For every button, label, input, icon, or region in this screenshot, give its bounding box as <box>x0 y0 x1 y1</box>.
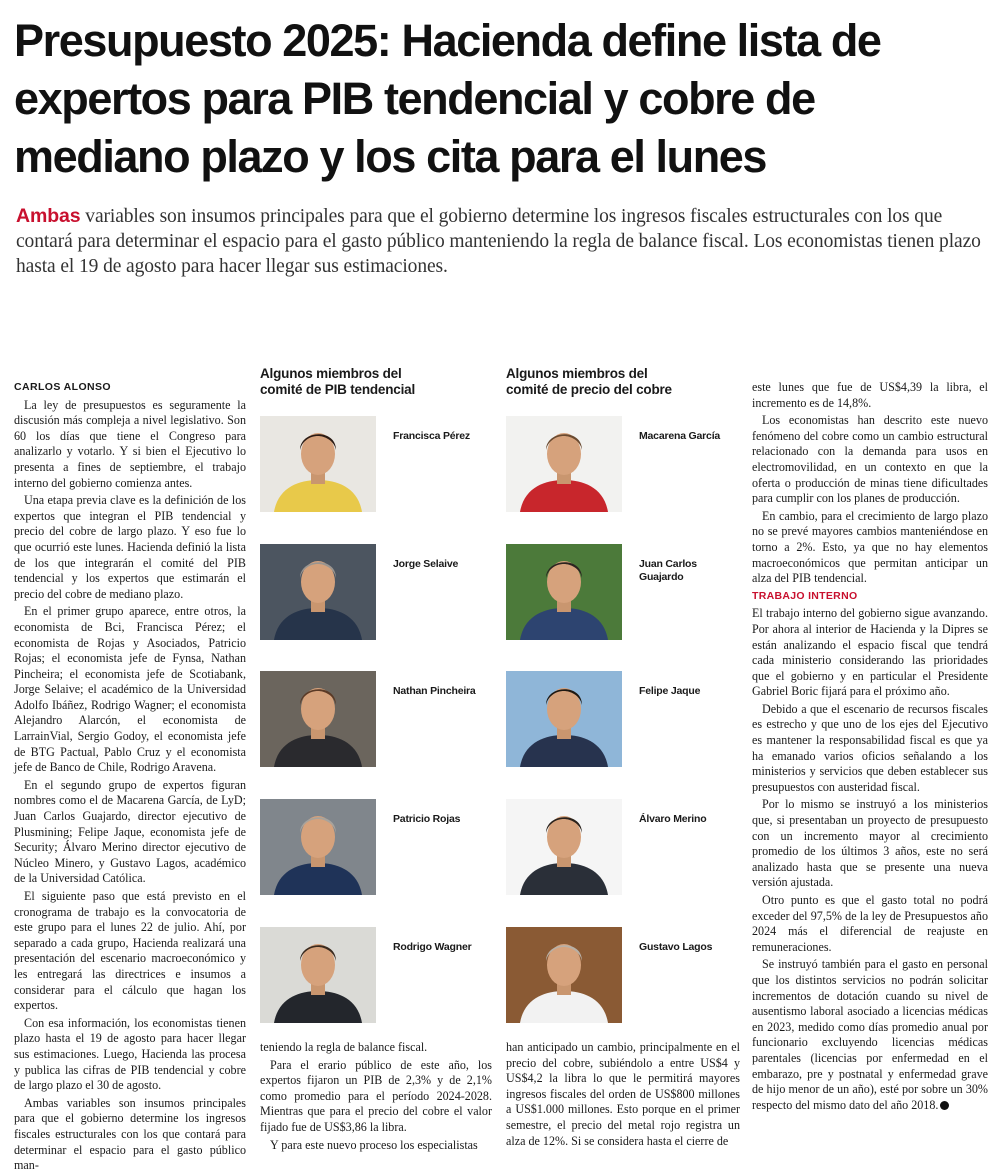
member-name: Juan Carlos Guajardo <box>639 558 697 583</box>
sidebar-title-line1: Algunos miembros del <box>260 366 402 381</box>
member-portrait <box>260 416 376 512</box>
column-3 <box>506 1040 740 1149</box>
paragraph: Otro punto es que el gasto total no podrá exceder del 97,5% de la ley de Presupuestos año 2024 más el diferencial de reajuste en remuneraciones. <box>752 893 988 954</box>
sidebar-copper-committee <box>506 366 738 953</box>
sidebar-title-line2: comité de precio del cobre <box>506 382 672 397</box>
member-name: Álvaro Merino <box>639 813 707 825</box>
member-name: Nathan Pincheira <box>393 685 476 697</box>
member-portrait <box>506 671 622 767</box>
paragraph: En cambio, para el crecimiento de largo plazo no se prevé mayores cambios manteniéndose en torno a 2%. Esto, ya que no hay elementos macroeconómicos que permitan anticipar un alza del PIB tendencial. <box>752 508 988 586</box>
paragraph: El siguiente paso que está previsto en el cronograma de trabajo es la convocatoria de este grupo para el lunes 22 de julio. Ahí, por separado a cada grupo, Hacienda realizará una presentación del escenario macroeconómico y les entregará las directrices e insumos a considerar para el cálculo que hagan los expertos. <box>14 889 246 1013</box>
member-card <box>506 416 738 512</box>
lede <box>16 204 991 279</box>
paragraph: Por lo mismo se instruyó a los ministerios que, si presentaban un proyecto de presupuesto con un incremento mayor al crecimiento promedio de los últimos 3 años, este no será analizado hasta que se presente una nueva versión ajustada. <box>752 797 988 890</box>
member-portrait <box>506 927 622 1023</box>
member-name: Patricio Rojas <box>393 813 461 825</box>
member-card <box>506 927 738 1023</box>
member-portrait <box>260 927 376 1023</box>
paragraph: han anticipado un cambio, principalmente en el precio del cobre, subiéndolo a entre US$4 y US$4,2 la libra lo que le permitirá mayores ingresos fiscales del orden de US$800 millones a US$1.000 millones. Esto porque en el primer semestre, el precio del metal rojo registra un alza de 12%. Si se considera hasta el cierre de <box>506 1040 740 1148</box>
column-2 <box>260 1040 492 1153</box>
column-1 <box>14 380 246 1174</box>
member-card <box>260 416 492 512</box>
member-card <box>260 671 492 767</box>
sidebar-title-line1: Algunos miembros del <box>506 366 648 381</box>
column-4 <box>752 380 988 1113</box>
paragraph: Ambas variables son insumos principales para que el gobierno determine los ingresos fiscales estructurales con los que contará para determinar el espacio para el gasto público man- <box>14 1095 246 1173</box>
lede-text: variables son insumos principales para que el gobierno determine los ingresos fiscales estructurales con los que contará para determinar el espacio para el gasto público manteniendo la regla de balance fiscal. Los economistas tienen plazo hasta el 19 de agosto para hacer llegar sus estimaciones. <box>16 206 981 277</box>
member-card <box>506 671 738 767</box>
member-portrait <box>506 416 622 512</box>
paragraph: teniendo la regla de balance fiscal. <box>260 1040 428 1054</box>
paragraph: Los economistas han descrito este nuevo fenómeno del cobre como un cambio estructural relacionado con la demanda para usos en electromovilidad, en un contexto en que la oferta o producción de minas tiene dificultades para cumplir con los planes de producción. <box>752 413 988 506</box>
member-card <box>260 927 492 1023</box>
paragraph: Y para este nuevo proceso los especialistas <box>270 1137 478 1152</box>
member-card <box>260 544 492 640</box>
member-name: Felipe Jaque <box>639 685 701 697</box>
member-name: Francisca Pérez <box>393 430 470 442</box>
paragraph: Para el erario público de este año, los expertos fijaron un PIB de 2,3% y de 2,1% como promedio para el período 2024-2028. Mientras que para el precio del cobre el valor fijado fue de US$3,86 la libra. <box>260 1057 492 1134</box>
lede-kicker: Ambas <box>16 205 81 227</box>
member-name: Rodrigo Wagner <box>393 941 472 953</box>
sidebar-title-line2: comité de PIB tendencial <box>260 382 415 397</box>
member-portrait <box>260 671 376 767</box>
headline: Presupuesto 2025: Hacienda define lista de expertos para PIB tendencial y cobre de mediano plazo y los cita para el lunes <box>14 15 881 182</box>
member-portrait <box>506 544 622 640</box>
paragraph: este lunes que fue de US$4,39 la libra, el incremento es de 14,8%. <box>752 380 988 410</box>
member-portrait <box>260 544 376 640</box>
paragraph-text: Se instruyó también para el gasto en personal que los distintos servicios no podrán solicitar incrementos de dotación cuando su nivel de ausentismo laboral asociado a licencias médicas en 2023, medido como días promedio anual por funcionario excluyendo licencias médicas parentales (licencias por enfermedad en el embarazo, pre y postnatal y enfermedad grave de hijo menor de un año), esté por sobre un 30% respecto del mismo dato del año 2018. <box>752 957 988 1112</box>
member-name: Macarena García <box>639 430 721 442</box>
paragraph: El trabajo interno del gobierno sigue avanzando. Por ahora al interior de Hacienda y la Dipres se están analizando el espacio fiscal que tendrá cada ministerio considerando las prioridades que el gobierno y en particular el Presidente Gabriel Boric fijará para el próximo año. <box>752 606 988 699</box>
paragraph: En el segundo grupo de expertos figuran nombres como el de Macarena García, de LyD; Juan Carlos Guajardo, director ejecutivo de Plusmining; Felipe Jaque, economista jefe de Security; Álvaro Merino director ejecutivo de Núcleo Minero, y Gustavo Lagos, académico de la Universidad Católica. <box>14 777 246 886</box>
member-card <box>260 799 492 895</box>
member-name: Jorge Selaive <box>393 558 459 570</box>
paragraph: En el primer grupo aparece, entre otros, la economista de Bci, Francisca Pérez; el economista de Rojas y Asociados, Patricio Rojas; el economista jefe de Fynsa, Nathan Pincheira; el economista jefe de Scotiabank, Jorge Selaive; el académico de la Universidad Adolfo Ibáñez, Rodrigo Wagner; el economista Alejandro Alarcón, el economista de LarrainVial, Sergio Godoy, el economista jefe de BTG Pactual, Pablo Cruz y el economista jefe de Banco de Chile, Rodrigo Aravena. <box>14 604 246 775</box>
member-name: Gustavo Lagos <box>639 941 713 953</box>
member-card <box>506 544 738 640</box>
member-portrait <box>260 799 376 895</box>
paragraph <box>752 957 988 1113</box>
paragraph: Con esa información, los economistas tienen plazo hasta el 19 de agosto para hacer llegar sus estimaciones. Luego, Hacienda las procesa y publica las cifras de PIB tendencial y cobre de largo plazo el 30 de agosto. <box>14 1015 246 1093</box>
member-portrait <box>506 799 622 895</box>
paragraph: Una etapa previa clave es la definición de los expertos que integran el PIB tendencial y precio del cobre de largo plazo. Y eso fue lo que ocurrió este lunes. Hacienda definió la lista de los que integrarán el comité del PIB tendencial y los expertos que estimarán el precio del cobre de mediano plazo. <box>14 493 246 601</box>
paragraph: La ley de presupuestos es seguramente la discusión más compleja a nivel legislativo. Son 60 los días que tiene el Congreso para analizarlo y votarlo. Y si bien el Ejecutivo lo presenta a fines de septiembre, el trabajo interno del gobierno comienza antes. <box>14 397 246 490</box>
paragraph: Debido a que el escenario de recursos fiscales es estrecho y que uno de los ejes del Ejecutivo es mantener la responsabilidad fiscal es que ya ha emanado varios oficios señalando a los ministerios y servicios que deben establecer sus presupuestos con austeridad fiscal. <box>752 701 988 794</box>
sidebar-pib-committee <box>260 366 492 953</box>
section-subhead: TRABAJO INTERNO <box>752 589 858 602</box>
member-card <box>506 799 738 895</box>
byline: CARLOS ALONSO <box>14 381 111 393</box>
end-of-article-icon <box>940 1101 949 1110</box>
